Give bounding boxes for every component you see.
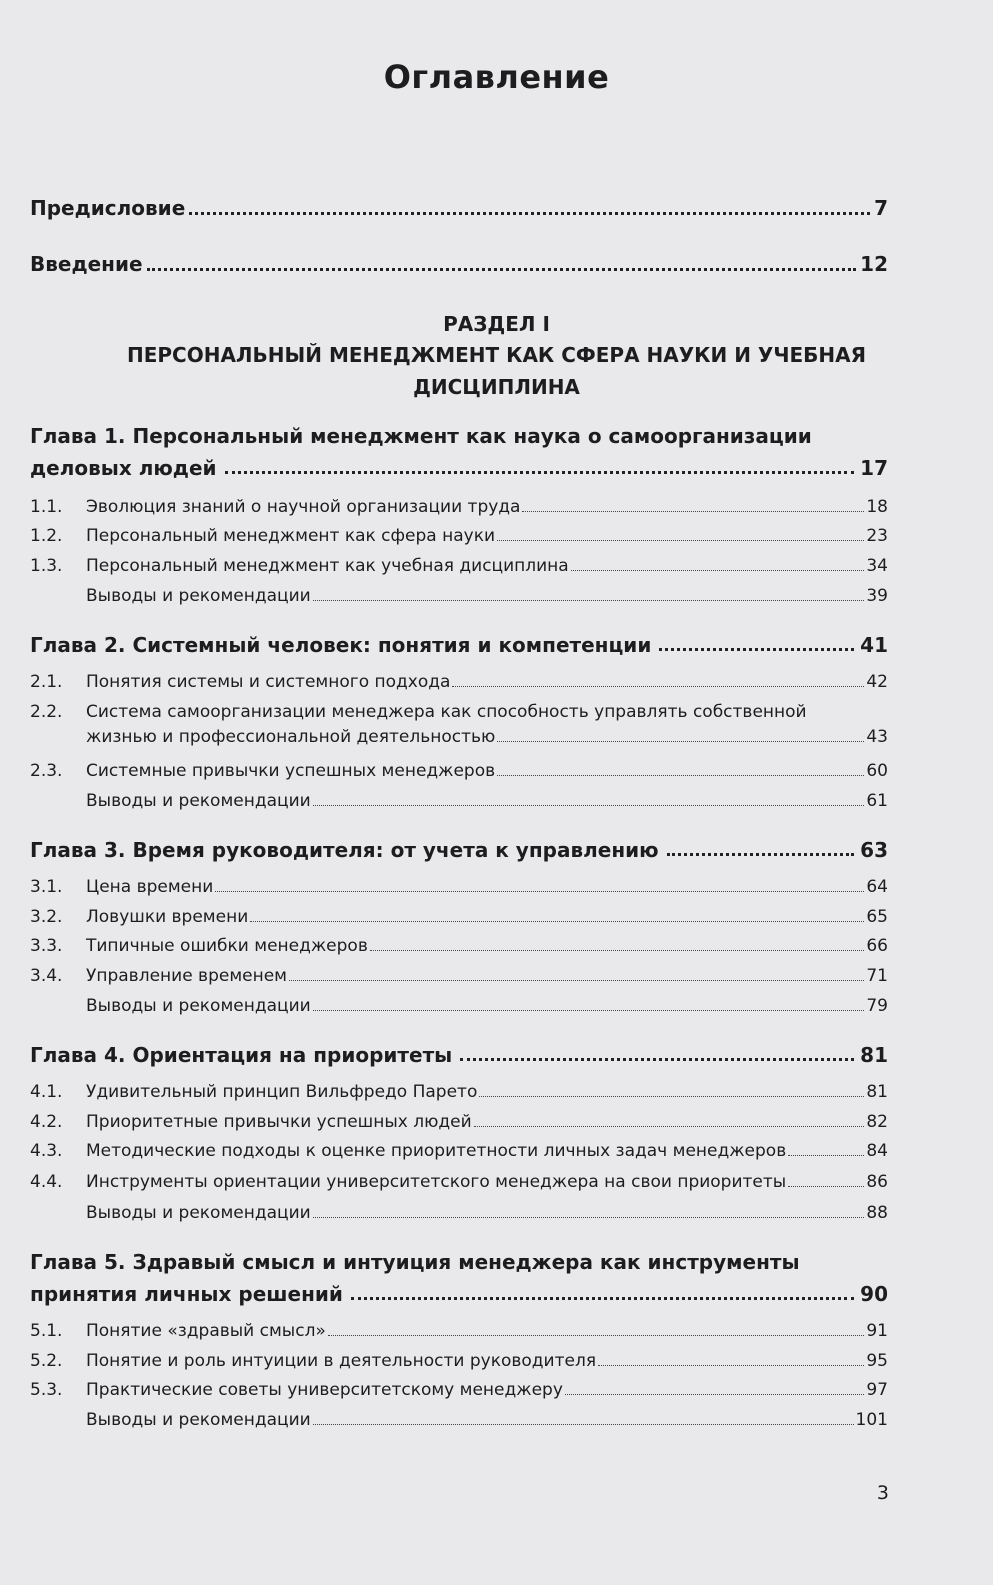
item-page: 79 xyxy=(866,996,888,1016)
toc-item-3-conclusions[interactable] xyxy=(30,996,888,1016)
item-number: 5.1. xyxy=(30,1321,63,1341)
dot-leader xyxy=(313,599,865,601)
toc-entry-label: Предисловие xyxy=(30,196,186,220)
dot-leader xyxy=(565,1393,864,1395)
section-heading-line1: РАЗДЕЛ I xyxy=(443,312,550,336)
chapter-title-line1: Глава 3. Время руководителя: от учета к управлению xyxy=(30,838,659,862)
chapter-title-line1: Глава 1. Персональный менеджмент как наука о самоорганизации xyxy=(30,424,812,448)
item-number: 4.3. xyxy=(30,1141,63,1161)
item-number: 5.2. xyxy=(30,1351,63,1371)
toc-item-3-4[interactable] xyxy=(30,966,888,986)
dot-leader xyxy=(497,741,864,742)
show-through-text xyxy=(130,95,137,119)
item-label: Понятия системы и системного подхода xyxy=(86,672,451,692)
item-page: 23 xyxy=(866,526,888,546)
item-label: Персональный менеджмент как сфера науки xyxy=(86,526,496,546)
dot-leader xyxy=(250,920,864,922)
item-label: Выводы и рекомендации xyxy=(86,791,311,811)
dot-leader xyxy=(522,510,864,512)
item-page: 18 xyxy=(866,497,888,517)
page-title: Оглавление xyxy=(383,58,610,96)
item-label: Приоритетные привычки успешных людей xyxy=(86,1112,472,1132)
toc-item-4-4[interactable] xyxy=(30,1172,888,1192)
item-number: 1.3. xyxy=(30,556,63,576)
item-label: Понятие и роль интуиции в деятельности руководителя xyxy=(86,1351,597,1371)
toc-entry-page: 12 xyxy=(860,252,888,276)
item-page: 82 xyxy=(866,1112,888,1132)
item-page: 91 xyxy=(866,1321,888,1341)
dot-leader xyxy=(788,1154,864,1156)
item-page: 71 xyxy=(866,966,888,986)
item-page: 34 xyxy=(866,556,888,576)
section-heading-line2: ПЕРСОНАЛЬНЫЙ МЕНЕДЖМЕНТ КАК СФЕРА НАУКИ И УЧЕБНАЯ xyxy=(126,343,867,367)
item-page: 61 xyxy=(866,791,888,811)
toc-chapter-3[interactable] xyxy=(30,838,888,862)
item-number: 1.1. xyxy=(30,497,63,517)
item-page: 60 xyxy=(866,761,888,781)
toc-item-5-conclusions[interactable] xyxy=(30,1410,888,1430)
toc-item-1-conclusions[interactable] xyxy=(30,586,888,606)
toc-item-4-2[interactable] xyxy=(30,1112,888,1132)
item-label-continued: жизнью и профессиональной деятельностью xyxy=(86,727,496,747)
chapter-title-line1: Глава 4. Ориентация на приоритеты xyxy=(30,1043,453,1067)
item-number: 4.2. xyxy=(30,1112,63,1132)
toc-item-1-3[interactable] xyxy=(30,556,888,576)
item-page: 42 xyxy=(866,672,888,692)
item-page: 65 xyxy=(866,907,888,927)
toc-item-4-1[interactable] xyxy=(30,1082,888,1102)
item-label: Инструменты ориентации университетского менеджера на свои приоритеты xyxy=(86,1172,787,1192)
item-label: Управление временем xyxy=(86,966,288,986)
item-label: Методические подходы к оценке приоритетности личных задач менеджеров xyxy=(86,1141,787,1161)
toc-item-1-2[interactable] xyxy=(30,526,888,546)
dot-leader xyxy=(460,1058,854,1061)
item-number: 2.3. xyxy=(30,761,63,781)
dot-leader xyxy=(215,890,864,892)
item-page: 86 xyxy=(866,1172,888,1192)
item-number: 3.3. xyxy=(30,936,63,956)
dot-leader xyxy=(313,1216,865,1218)
toc-item-1-1[interactable] xyxy=(30,497,888,517)
toc-item-2-3[interactable] xyxy=(30,761,888,781)
toc-item-4-conclusions[interactable] xyxy=(30,1203,888,1223)
dot-leader xyxy=(313,804,865,806)
toc-item-5-3[interactable] xyxy=(30,1380,888,1400)
item-page: 66 xyxy=(866,936,888,956)
item-number: 1.2. xyxy=(30,526,63,546)
item-label: Ловушки времени xyxy=(86,907,249,927)
toc-entry-preface[interactable] xyxy=(30,196,888,220)
item-number: 3.1. xyxy=(30,877,63,897)
toc-item-3-2[interactable] xyxy=(30,907,888,927)
item-page: 101 xyxy=(855,1410,888,1430)
toc-chapter-1[interactable] xyxy=(30,424,888,480)
chapter-page: 17 xyxy=(860,456,888,480)
toc-item-5-2[interactable] xyxy=(30,1351,888,1371)
item-number: 4.4. xyxy=(30,1172,63,1192)
item-label: Выводы и рекомендации xyxy=(86,1410,311,1430)
dot-leader xyxy=(351,1297,854,1300)
toc-chapter-4[interactable] xyxy=(30,1043,888,1067)
dot-leader xyxy=(225,471,855,474)
item-number: 3.4. xyxy=(30,966,63,986)
item-label: Выводы и рекомендации xyxy=(86,586,311,606)
item-page: 43 xyxy=(866,727,888,747)
toc-item-3-3[interactable] xyxy=(30,936,888,956)
toc-item-4-3[interactable] xyxy=(30,1141,888,1161)
item-label: Понятие «здравый смысл» xyxy=(86,1321,326,1341)
item-page: 64 xyxy=(866,877,888,897)
chapter-title-line2: принятия личных решений xyxy=(30,1282,343,1306)
item-label: Персональный менеджмент как учебная дисциплина xyxy=(86,556,569,576)
toc-entry-page: 7 xyxy=(874,196,888,220)
dot-leader xyxy=(667,853,855,856)
dot-leader xyxy=(474,1125,865,1127)
item-number: 3.2. xyxy=(30,907,63,927)
item-page: 84 xyxy=(866,1141,888,1161)
item-label: Система самоорганизации менеджера как способность управлять собственной xyxy=(86,702,807,722)
dot-leader xyxy=(452,685,864,687)
toc-entry-label: Введение xyxy=(30,252,143,276)
toc-item-2-2[interactable] xyxy=(30,702,888,747)
section-heading-line3: ДИСЦИПЛИНА xyxy=(413,375,580,399)
dot-leader xyxy=(659,648,854,651)
toc-item-3-1[interactable] xyxy=(30,877,888,897)
item-label: Практические советы университетскому менеджеру xyxy=(86,1380,563,1400)
item-label: Удивительный принцип Вильфредо Парето xyxy=(86,1082,478,1102)
item-number: 2.2. xyxy=(30,702,63,722)
dot-leader xyxy=(328,1334,865,1336)
dot-leader xyxy=(370,949,865,951)
item-number: 5.3. xyxy=(30,1380,63,1400)
chapter-title-line1: Глава 5. Здравый смысл и интуиция менеджера как инструменты xyxy=(30,1250,800,1274)
item-page: 39 xyxy=(866,586,888,606)
toc-chapter-2[interactable] xyxy=(30,633,888,657)
item-label: Цена времени xyxy=(86,877,214,897)
dot-leader xyxy=(497,774,864,776)
item-label: Эволюция знаний о научной организации труда xyxy=(86,497,521,517)
dot-leader xyxy=(598,1364,864,1366)
dot-leader xyxy=(313,1009,865,1011)
chapter-page: 41 xyxy=(860,633,888,657)
item-label: Выводы и рекомендации xyxy=(86,996,311,1016)
dot-leader xyxy=(571,569,865,571)
chapter-page: 81 xyxy=(860,1043,888,1067)
item-page: 81 xyxy=(866,1082,888,1102)
toc-entry-introduction[interactable] xyxy=(30,252,888,276)
item-number: 4.1. xyxy=(30,1082,63,1102)
page-number: 3 xyxy=(876,1482,889,1504)
item-label: Системные привычки успешных менеджеров xyxy=(86,761,496,781)
item-label: Типичные ошибки менеджеров xyxy=(86,936,368,956)
dot-leader xyxy=(479,1095,864,1097)
dot-leader xyxy=(147,267,857,271)
toc-chapter-5[interactable] xyxy=(30,1250,888,1306)
item-page: 97 xyxy=(866,1380,888,1400)
dot-leader xyxy=(788,1185,864,1187)
dot-leader xyxy=(497,539,864,541)
item-label: Выводы и рекомендации xyxy=(86,1203,311,1223)
item-page: 95 xyxy=(866,1351,888,1371)
item-number: 2.1. xyxy=(30,672,63,692)
dot-leader xyxy=(289,979,864,981)
toc-item-2-conclusions[interactable] xyxy=(30,791,888,811)
item-page: 88 xyxy=(866,1203,888,1223)
dot-leader xyxy=(189,211,870,215)
dot-leader xyxy=(313,1423,854,1425)
toc-item-5-1[interactable] xyxy=(30,1321,888,1341)
toc-item-2-1[interactable] xyxy=(30,672,888,692)
chapter-page: 90 xyxy=(860,1282,888,1306)
chapter-title-line1: Глава 2. Системный человек: понятия и компетенции xyxy=(30,633,652,657)
chapter-page: 63 xyxy=(860,838,888,862)
chapter-title-line2: деловых людей xyxy=(30,456,217,480)
